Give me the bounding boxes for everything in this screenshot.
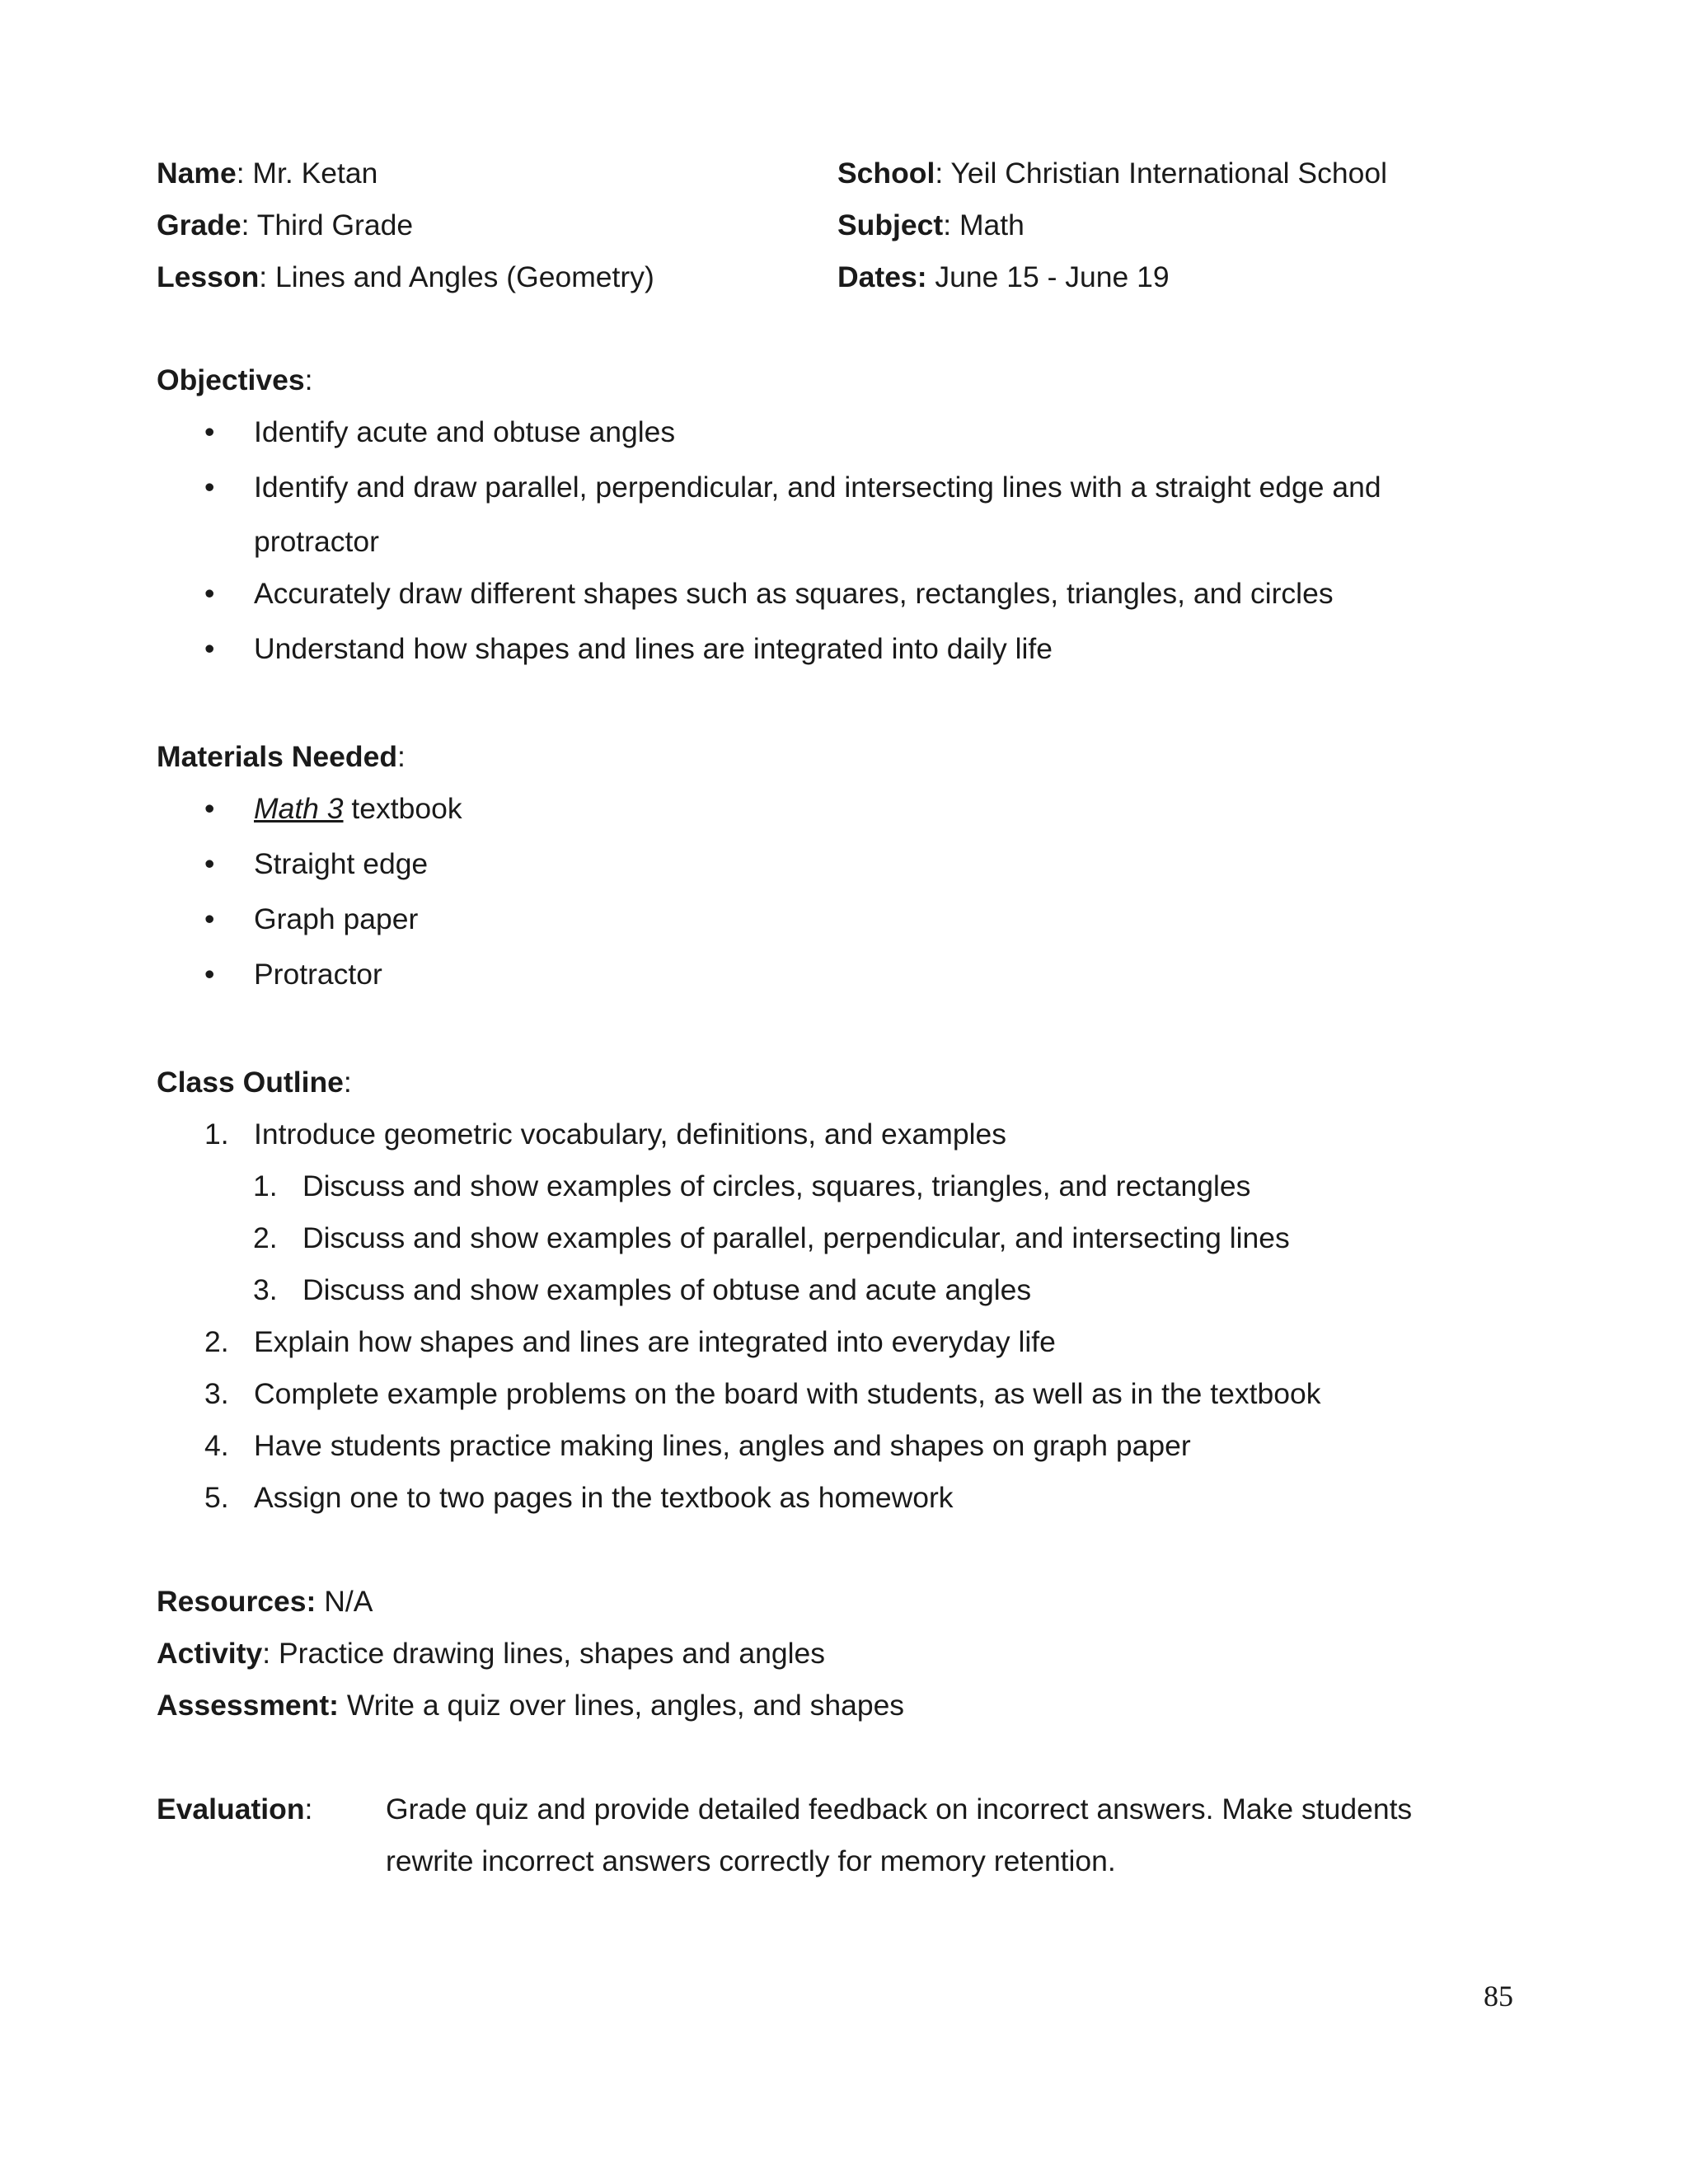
outline-text: Have students practice making lines, angles and shapes on graph paper [254,1429,1191,1462]
outline-subtext: Discuss and show examples of circles, squares, triangles, and rectangles [302,1169,1251,1202]
name-label: Name [157,157,237,190]
material-text: Protractor [254,958,382,991]
resources-value: N/A [316,1585,373,1618]
evaluation-text-line-2: rewrite incorrect answers correctly for memory retention. [386,1844,1116,1877]
assessment-label: Assessment: [157,1689,339,1722]
item-number: 2. [204,1325,229,1358]
subject-value: : Math [943,209,1025,241]
outline-text: Explain how shapes and lines are integrated into everyday life [254,1325,1056,1358]
assessment-line [157,1691,904,1721]
header-row-1 [157,159,1558,192]
resources-line [157,1587,373,1617]
page-number: 85 [1484,1980,1513,2013]
evaluation-text-line-1: Grade quiz and provide detailed feedback on incorrect answers. Make students [386,1793,1413,1825]
activity-label: Activity [157,1637,263,1670]
objective-text: Understand how shapes and lines are integrated into daily life [254,632,1053,665]
name-value: : Mr. Ketan [236,157,378,190]
grade-label: Grade [157,209,241,241]
bullet-icon: • [204,471,215,504]
material-text: Graph paper [254,902,419,935]
lesson-field [157,260,654,293]
school-label: School [837,157,935,190]
bullet-icon: • [204,632,215,665]
subject-field [837,211,1025,241]
subject-label: Subject [837,209,944,241]
name-field [157,159,377,189]
bullet-icon: • [204,577,215,610]
lesson-value: : Lines and Angles (Geometry) [259,260,654,293]
outline-text: Complete example problems on the board with students, as well as in the textbook [254,1377,1321,1410]
dates-label: Dates: [837,260,927,293]
bullet-icon: • [204,958,215,991]
outline-subtext: Discuss and show examples of obtuse and acute angles [302,1273,1032,1306]
header-row-3 [157,260,1558,296]
materials-heading: Materials Needed: [157,740,406,773]
outline-subtext: Discuss and show examples of parallel, perpendicular, and intersecting lines [302,1221,1290,1254]
material-text: Straight edge [254,847,429,880]
objectives-heading: Objectives: [157,363,313,396]
objective-text: Accurately draw different shapes such as squares, rectangles, triangles, and circles [254,577,1334,610]
book-title: Math 3 [254,792,344,825]
grade-value: : Third Grade [241,209,414,241]
item-number: 4. [204,1429,229,1462]
school-field [837,159,1387,189]
lesson-label: Lesson [157,260,260,293]
bullet-icon: • [204,415,215,448]
objective-text: protractor [254,525,379,558]
resources-label: Resources: [157,1585,316,1618]
grade-field [157,211,413,241]
activity-line [157,1639,825,1669]
evaluation-label: Evaluation: [157,1793,313,1825]
dates-value: June 15 - June 19 [926,260,1170,293]
item-number: 3. [253,1273,278,1306]
objective-text: Identify acute and obtuse angles [254,415,676,448]
item-number: 1. [253,1169,278,1202]
header-row-2 [157,211,1558,244]
outline-text: Assign one to two pages in the textbook as homework [254,1481,954,1514]
school-value: : Yeil Christian International School [935,157,1387,190]
bullet-icon: • [204,847,215,880]
material-text: Math 3 textbook [254,792,462,825]
dates-field [837,260,1170,293]
item-number: 5. [204,1481,229,1514]
outline-text: Introduce geometric vocabulary, definitions, and examples [254,1118,1006,1151]
activity-value: : Practice drawing lines, shapes and angles [262,1637,826,1670]
objective-text: Identify and draw parallel, perpendicular, and intersecting lines with a straight edge and [254,471,1381,504]
outline-heading: Class Outline: [157,1066,352,1099]
item-number: 3. [204,1377,229,1410]
bullet-icon: • [204,792,215,825]
item-number: 2. [253,1221,278,1254]
bullet-icon: • [204,902,215,935]
item-number: 1. [204,1118,229,1151]
assessment-value: Write a quiz over lines, angles, and shapes [339,1689,905,1722]
